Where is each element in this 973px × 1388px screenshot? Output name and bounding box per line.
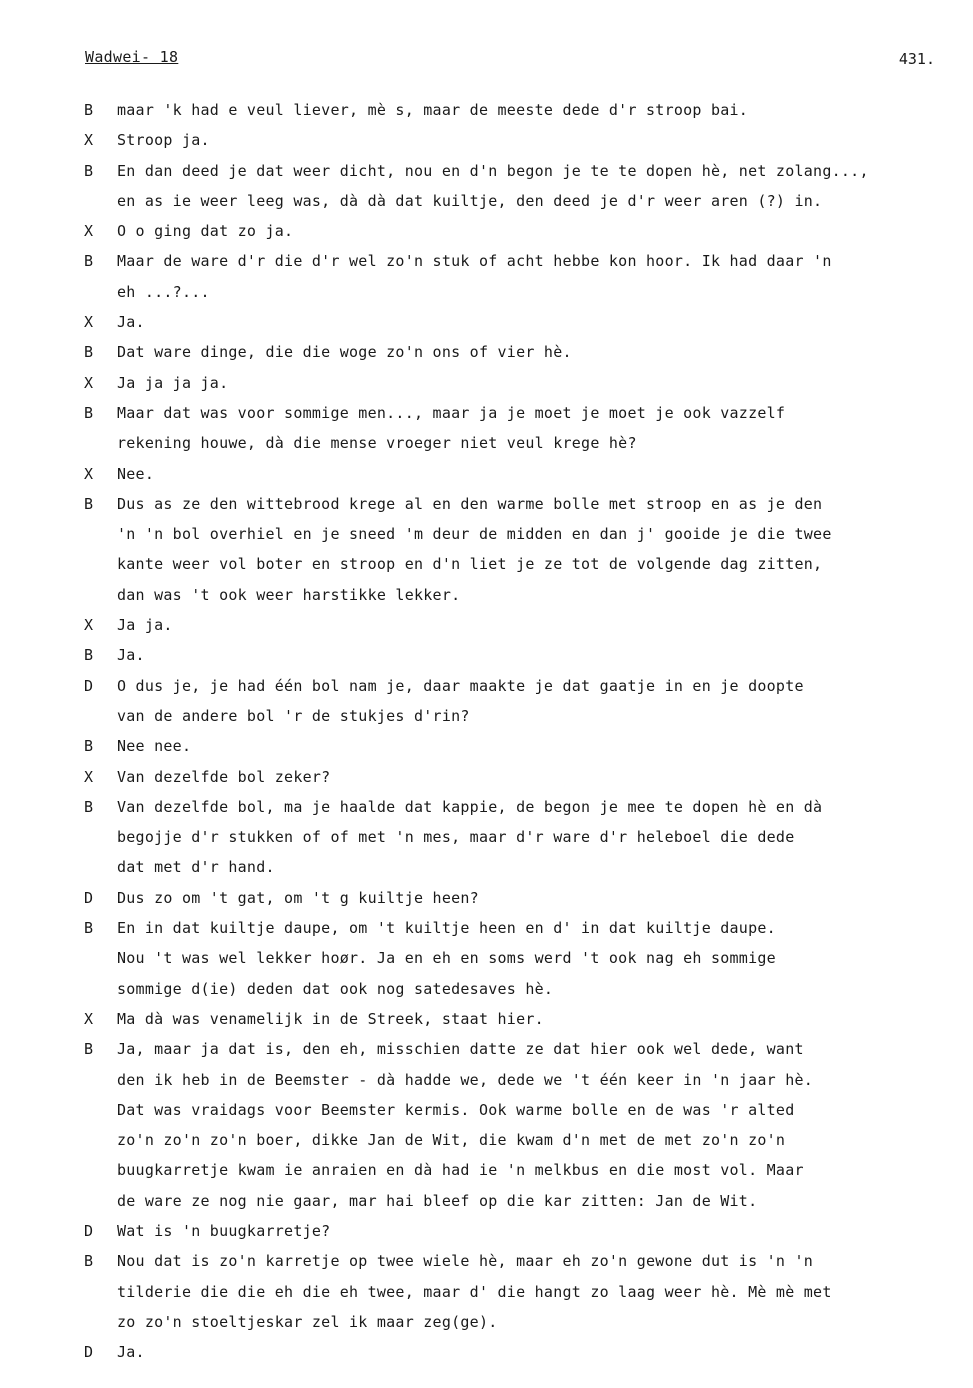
speaker-label: B xyxy=(84,101,94,119)
utterance-text xyxy=(117,1246,944,1337)
utterance-text xyxy=(117,307,944,337)
page-number: 431. xyxy=(898,50,935,68)
transcript-turn xyxy=(84,246,944,307)
speaker-label: X xyxy=(84,464,94,483)
utterance-line: Ja. xyxy=(117,1343,145,1362)
utterance-line: maar 'k had e veul liever, mè s, maar de meeste dede d'r stroop bai. xyxy=(117,101,749,119)
utterance-line: begojje d'r stukken of of met 'n mes, maar d'r ware d'r heleboel die dede xyxy=(117,828,795,847)
utterance-line: O o ging dat zo ja. xyxy=(117,222,294,241)
utterance-line: Nee nee. xyxy=(117,737,192,756)
speaker-label: X xyxy=(84,131,94,150)
utterance-line: Ja. xyxy=(117,313,145,332)
transcript-turn xyxy=(84,156,944,217)
speaker-label: B xyxy=(84,343,94,362)
utterance-text xyxy=(117,610,944,640)
transcript-turn xyxy=(84,792,944,883)
utterance-line: Ma dà was venamelijk in de Streek, staat hier. xyxy=(117,1009,544,1028)
transcript-turn xyxy=(84,883,944,913)
utterance-line: 'n 'n bol overhiel en je sneed 'm deur de midden en dan j' gooide je die twee xyxy=(117,525,832,544)
utterance-line: rekening houwe, dà die mense vroeger niet veul krege hè? xyxy=(117,434,637,453)
utterance-line: Dat was vraidags voor Beemster kermis. Ook warme bolle en de was 'r alted xyxy=(117,1100,795,1119)
document-title: Wadwei- 18 xyxy=(85,48,179,66)
utterance-text xyxy=(117,368,944,398)
transcript-turn xyxy=(84,1004,944,1034)
utterance-line: O dus je, je had één bol nam je, daar maakte je dat gaatje in en je doopte xyxy=(117,676,804,695)
speaker-label: B xyxy=(84,797,94,816)
transcript-turn xyxy=(84,671,944,732)
speaker-label: D xyxy=(84,888,94,907)
transcript-turn xyxy=(84,368,944,398)
utterance-line: En dan deed je dat weer dicht, nou en d'n begon je te te dopen hè, net zolang..., xyxy=(117,161,869,180)
utterance-line: de ware ze nog nie gaar, mar hai bleef op die kar zitten: Jan de Wit. xyxy=(117,1191,758,1210)
transcript-turn xyxy=(84,337,944,367)
transcript-turn xyxy=(84,610,944,640)
utterance-text xyxy=(117,246,944,307)
utterance-text xyxy=(117,1034,944,1216)
utterance-line: dan was 't ook weer harstikke lekker. xyxy=(117,585,461,604)
speaker-label: X xyxy=(84,767,94,786)
speaker-label: B xyxy=(84,1252,94,1271)
speaker-label: B xyxy=(84,919,94,938)
speaker-label: B xyxy=(84,403,94,422)
utterance-line: Van dezelfde bol zeker? xyxy=(117,767,331,786)
transcript-turn xyxy=(84,307,944,337)
utterance-text xyxy=(117,671,944,732)
utterance-text xyxy=(117,883,944,913)
utterance-text xyxy=(117,792,944,883)
transcript xyxy=(84,95,944,1367)
speaker-label: X xyxy=(84,616,94,635)
speaker-label: X xyxy=(84,373,94,392)
utterance-text xyxy=(117,913,944,1004)
utterance-line: eh ...?... xyxy=(117,282,210,301)
utterance-line: Dus zo om 't gat, om 't g kuiltje heen? xyxy=(117,888,479,907)
utterance-line: buugkarretje kwam ie anraien en dà had ie 'n melkbus en die most vol. Maar xyxy=(117,1161,804,1180)
utterance-line: Dat ware dinge, die die woge zo'n ons of vier hè. xyxy=(117,343,572,362)
utterance-line: Maar de ware d'r die d'r wel zo'n stuk of acht hebbe kon hoor. Ik had daar 'n xyxy=(117,252,832,271)
utterance-line: en as ie weer leeg was, dà dà dat kuiltje, den deed je d'r weer aren (?) in. xyxy=(117,191,823,210)
utterance-text xyxy=(117,489,944,610)
transcript-turn xyxy=(84,1337,944,1367)
page-header xyxy=(85,48,935,72)
utterance-line: tilderie die die eh die eh twee, maar d' die hangt zo laag weer hè. Mè mè met xyxy=(117,1282,832,1301)
transcript-turn xyxy=(84,125,944,155)
speaker-label: D xyxy=(84,1343,94,1362)
utterance-line: sommige d(ie) deden dat ook nog satedesaves hè. xyxy=(117,979,554,998)
transcript-turn xyxy=(84,640,944,670)
speaker-label: B xyxy=(84,737,94,756)
utterance-line: Nee. xyxy=(117,464,155,483)
utterance-text xyxy=(117,459,944,489)
utterance-line: Ja. xyxy=(117,646,145,665)
utterance-line: zo zo'n stoeltjeskar zel ik maar zeg(ge). xyxy=(117,1312,498,1331)
utterance-line: Van dezelfde bol, ma je haalde dat kappie, de begon je mee te dopen hè en dà xyxy=(117,797,823,816)
transcript-turn xyxy=(84,1216,944,1246)
utterance-line: van de andere bol 'r de stukjes d'rin? xyxy=(117,706,470,725)
transcript-turn xyxy=(84,1034,944,1216)
utterance-text xyxy=(117,156,944,217)
speaker-label: X xyxy=(84,313,94,332)
utterance-line: Ja ja ja ja. xyxy=(117,373,229,392)
speaker-label: B xyxy=(84,494,94,513)
utterance-line: Dus as ze den wittebrood krege al en den warme bolle met stroop en as je den xyxy=(117,494,823,513)
utterance-text xyxy=(117,125,944,155)
speaker-label: B xyxy=(84,252,94,271)
utterance-text xyxy=(117,1216,944,1246)
speaker-label: D xyxy=(84,1221,94,1240)
speaker-label: D xyxy=(84,676,94,695)
speaker-label: B xyxy=(84,646,94,665)
utterance-text xyxy=(117,95,944,125)
utterance-text xyxy=(117,1337,944,1367)
speaker-label: X xyxy=(84,1009,94,1028)
utterance-text xyxy=(117,1004,944,1034)
transcript-turn xyxy=(84,1246,944,1337)
utterance-line: dat met d'r hand. xyxy=(117,858,275,877)
transcript-turn xyxy=(84,762,944,792)
speaker-label: B xyxy=(84,161,94,180)
utterance-line: En in dat kuiltje daupe, om 't kuiltje heen en d' in dat kuiltje daupe. xyxy=(117,919,776,938)
utterance-line: Ja, maar ja dat is, den eh, misschien datte ze dat hier ook wel dede, want xyxy=(117,1040,804,1059)
transcript-turn xyxy=(84,913,944,1004)
transcript-turn xyxy=(84,216,944,246)
utterance-line: zo'n zo'n zo'n boer, dikke Jan de Wit, die kwam d'n met de met zo'n zo'n xyxy=(117,1131,786,1150)
utterance-text xyxy=(117,640,944,670)
utterance-text xyxy=(117,337,944,367)
utterance-text xyxy=(117,398,944,459)
utterance-line: Nou dat is zo'n karretje op twee wiele hè, maar eh zo'n gewone dut is 'n 'n xyxy=(117,1252,814,1271)
utterance-line: Ja ja. xyxy=(117,616,173,635)
transcript-turn xyxy=(84,95,944,125)
speaker-label: B xyxy=(84,1040,94,1059)
utterance-line: Nou 't was wel lekker hoør. Ja en eh en soms werd 't ook nag eh sommige xyxy=(117,949,776,968)
transcript-turn xyxy=(84,459,944,489)
utterance-text xyxy=(117,731,944,761)
utterance-line: kante weer vol boter en stroop en d'n liet je ze tot de volgende dag zitten, xyxy=(117,555,823,574)
transcript-turn xyxy=(84,489,944,610)
utterance-line: Wat is 'n buugkarretje? xyxy=(117,1221,331,1240)
utterance-line: den ik heb in de Beemster - dà hadde we, dede we 't één keer in 'n jaar hè. xyxy=(117,1070,814,1089)
utterance-line: Stroop ja. xyxy=(117,131,210,150)
speaker-label: X xyxy=(84,222,94,241)
transcript-turn xyxy=(84,398,944,459)
utterance-text xyxy=(117,216,944,246)
utterance-line: Maar dat was voor sommige men..., maar ja je moet je moet je ook vazzelf xyxy=(117,403,786,422)
transcript-turn xyxy=(84,731,944,761)
utterance-text xyxy=(117,762,944,792)
